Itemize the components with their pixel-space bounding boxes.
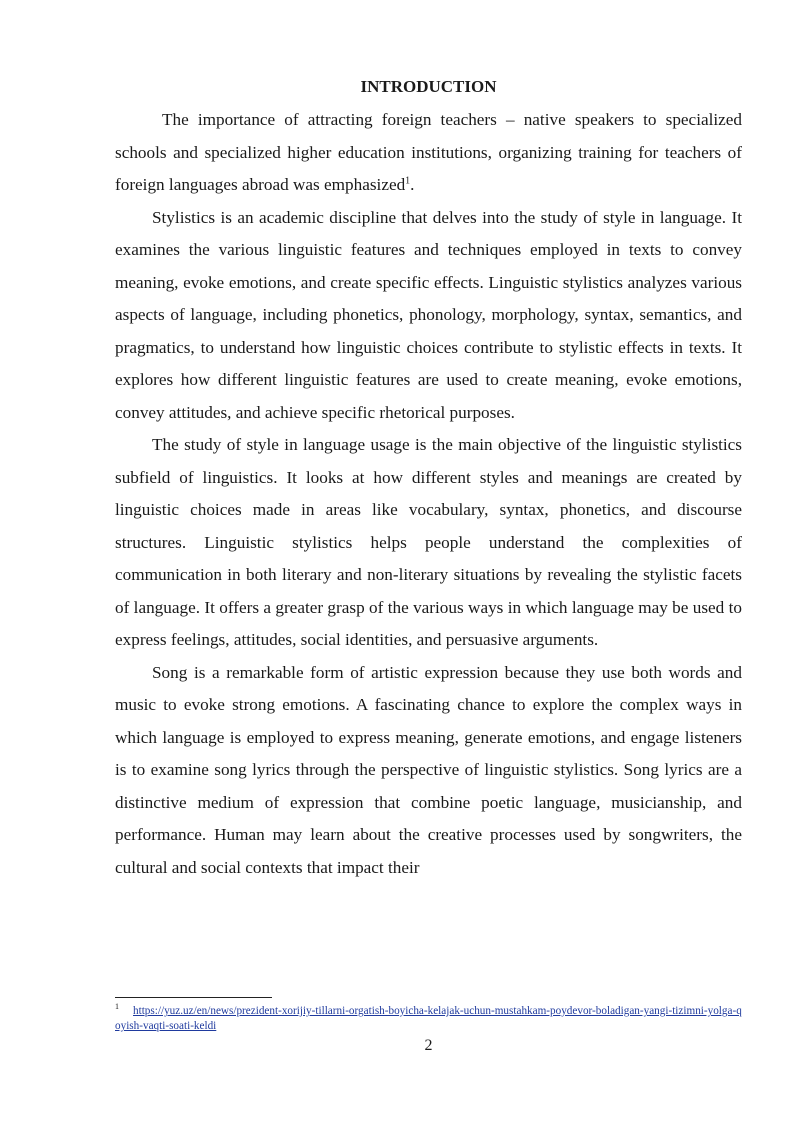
footnote-link[interactable]: https://yuz.uz/en/news/prezident-xorijiy-tillarni-orgatish-boyicha-kelajak-uchun-mustahkam-poydevor-boladigan-yangi-tizimni-yolga-qoyish-vaqti-soati-keldi	[115, 1005, 742, 1032]
footnote-mark: 1	[115, 1002, 119, 1012]
paragraph-4: Song is a remarkable form of artistic expression because they use both words and music to evoke strong emotions. A fascinating chance to explore the complex ways in which language is employed to express meaning, generate emotions, and engage listeners is to examine song lyrics through the perspective of linguistic stylistics. Song lyrics are a distinctive medium of expression that combine poetic language, musicianship, and performance. Human may learn about the creative processes used by songwriters, the cultural and social contexts that impact their	[115, 662, 742, 877]
footnote	[115, 1004, 742, 1034]
footnote-divider	[115, 997, 272, 998]
paragraph-1	[115, 104, 742, 202]
paragraph-2: Stylistics is an academic discipline that delves into the study of style in language. It examines the various linguistic features and techniques employed in texts to convey meaning, evoke emotions, and create specific effects. Linguistic stylistics analyzes various aspects of language, including phonetics, phonology, morphology, syntax, semantics, and pragmatics, to understand how linguistic choices contribute to stylistic effects in texts. It explores how different linguistic features are used to create meaning, evoke emotions, convey attitudes, and achieve specific rhetorical purposes.	[115, 207, 742, 422]
paragraph-3: The study of style in language usage is the main objective of the linguistic stylistics subfield of linguistics. It looks at how different styles and meanings are created by linguistic choices made in areas like vocabulary, syntax, phonetics, and discourse structures. Linguistic stylistics helps people understand the complexities of communication in both literary and non-literary situations by revealing the stylistic facets of language. It offers a greater grasp of the various ways in which language may be used to express feelings, attitudes, social identities, and persuasive arguments.	[115, 435, 742, 649]
paragraph-1-tail: .	[410, 175, 415, 194]
paragraph-1-text: The importance of attracting foreign teachers – native speakers to specialized schools and specialized higher education institutions, organizing training for teachers of foreign languages abroad was emphasized	[115, 110, 742, 194]
section-heading: INTRODUCTION	[360, 77, 497, 96]
footnote-reference[interactable]: 1	[405, 175, 411, 187]
page-number: 2	[424, 1037, 433, 1054]
body-text	[115, 104, 742, 884]
